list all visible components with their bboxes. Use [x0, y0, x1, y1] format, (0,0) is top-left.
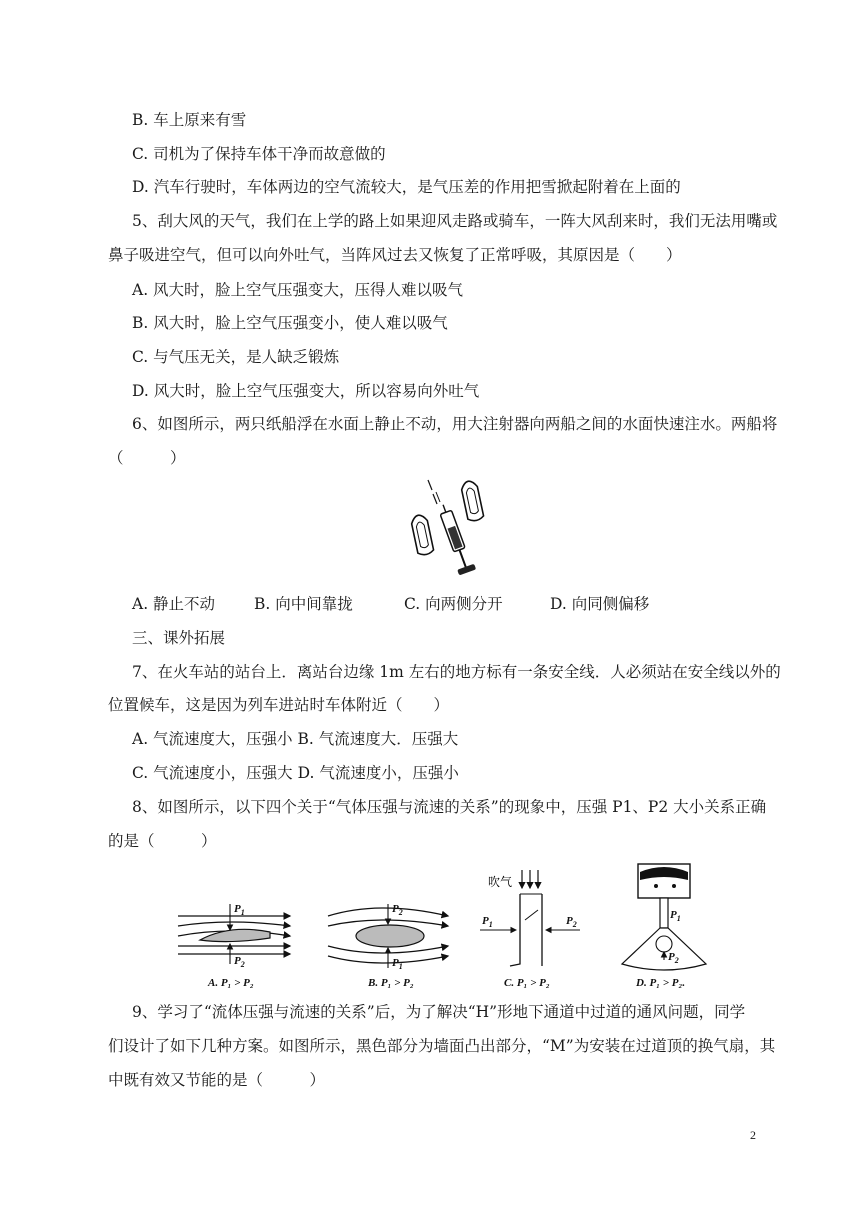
panel-a-wing-diagram — [178, 903, 290, 989]
q5-option-d: D. 风大时，脸上空气压强变大，所以容易向外吐气 — [132, 382, 480, 400]
panel-c-p2-label: $P_2$ — [566, 915, 577, 929]
q4-option-d: D. 汽车行驶时，车体两边的空气流较大，是气压差的作用把雪掀起附着在上面的 — [132, 178, 681, 196]
panel-b-p1-label: $P_1$ — [392, 957, 403, 971]
left-boat-icon — [410, 514, 434, 556]
q7-stem-line2: 位置候车，这是因为列车进站时车体附近（ ） — [108, 696, 450, 714]
q9-stem-line1: 9、学习了“流体压强与流速的关系”后，为了解决“H”形地下通道中过道的通风问题，同学 — [132, 1003, 746, 1021]
q8-stem-line1: 8、如图所示，以下四个关于“气体压强与流速的关系”的现象中，压强 P1、P2 大小关系正确 — [132, 798, 767, 816]
panel-b-p2-label: $P_2$ — [392, 903, 403, 917]
q5-option-b: B. 风大时，脸上空气压强变小，使人难以吸气 — [132, 314, 448, 332]
panel-a-p2-label: $P_2$ — [234, 955, 245, 969]
q6-options — [132, 594, 649, 614]
q9-stem-line2: 们设计了如下几种方案。如图所示，黑色部分为墙面凸出部分，“M”为安装在过道顶的换气扇，其 — [108, 1037, 776, 1055]
boats-syringe-figure — [392, 476, 502, 591]
q5-stem-line1: 5、刮大风的天气，我们在上学的路上如果迎风走路或骑车，一阵大风刮来时，我们无法用嘴或 — [132, 212, 778, 230]
q4-option-b: B. 车上原来有雪 — [132, 111, 247, 129]
pressure-flow-figure — [170, 860, 730, 996]
panel-b-caption: B. P₁ > P₂ — [368, 977, 414, 989]
q7-stem-line1: 7、在火车站的站台上．离站台边缘 1m 左右的地方标有一条安全线．人必须站在安全线以外的 — [132, 663, 781, 681]
panel-d-p1-label: $P_1$ — [670, 909, 681, 923]
panel-c-p1-label: $P_1$ — [482, 915, 493, 929]
q6-option-b: B. 向中间靠拢 — [254, 595, 353, 613]
q6-stem-line1: 6、如图所示，两只纸船浮在水面上静止不动，用大注射器向两船之间的水面快速注水。两船将 — [132, 415, 778, 433]
q9-stem-line3: 中既有效又节能的是（ ） — [108, 1071, 326, 1089]
q5-stem-line2: 鼻子吸进空气，但可以向外吐气，当阵风过去又恢复了正常呼吸，其原因是（ ） — [108, 246, 682, 264]
panel-d-funnel-diagram — [622, 864, 706, 989]
blow-label: 吹气 — [488, 875, 513, 889]
q4-option-c: C. 司机为了保持车体干净而故意做的 — [132, 145, 386, 163]
q7-options-cd: C. 气流速度小，压强大 D. 气流速度小，压强小 — [132, 764, 459, 782]
panel-c-caption: C. P₁ > P₂ — [504, 977, 550, 989]
panel-a-caption: A. P₁ > P₂ — [208, 977, 254, 989]
section-heading: 三、课外拓展 — [132, 629, 226, 647]
q8-stem-line2: 的是（ ） — [108, 832, 217, 850]
q6-option-c: C. 向两侧分开 — [404, 595, 503, 613]
q6-option-d: D. 向同侧偏移 — [550, 595, 650, 613]
panel-d-p2-label: $P_2$ — [668, 951, 679, 965]
q6-stem-line2: （ ） — [108, 449, 186, 467]
q5-option-c: C. 与气压无关，是人缺乏锻炼 — [132, 348, 340, 366]
panel-b-airfoil-diagram — [328, 903, 448, 989]
q6-option-a: A. 静止不动 — [132, 595, 216, 613]
panel-a-p1-label: $P_1$ — [234, 903, 245, 917]
q7-options-ab: A. 气流速度大，压强小 B. 气流速度大．压强大 — [132, 730, 459, 748]
page-number: 2 — [750, 1128, 756, 1142]
right-boat-icon — [460, 480, 484, 522]
panel-d-caption: D. P₁ > P₂. — [636, 977, 686, 989]
panel-c-paper-diagram — [480, 870, 580, 989]
q5-option-a: A. 风大时，脸上空气压强变大，压得人难以吸气 — [132, 281, 464, 299]
